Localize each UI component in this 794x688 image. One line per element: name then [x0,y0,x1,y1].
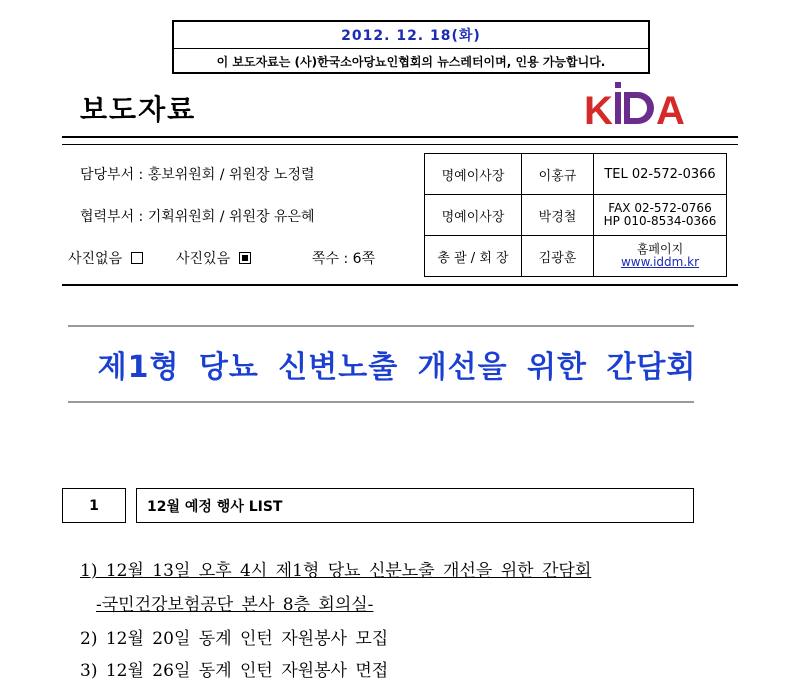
contact-hp: HP 010-8534-0366 [603,214,717,228]
list-item: 3) 12월 26일 동계 인턴 자원봉사 면접 [80,661,389,681]
contact-fax: FAX 02-572-0766 [608,201,712,215]
department-info: 담당부서 : 홍보위원회 / 위원장 노정렬 [80,167,315,183]
info-rule [62,284,738,286]
headline-top-rule [68,325,694,327]
svg-text:A: A [656,89,685,130]
contact-homepage [594,236,727,277]
photo-none-option [68,248,143,268]
header-notice-box [172,20,650,74]
table-row [425,154,727,195]
svg-text:K: K [584,89,613,130]
document-title: 보도자료 [80,93,197,126]
photo-none-label: 사진없음 [68,251,123,267]
contact-name: 이홍규 [522,154,594,195]
cooperation-info: 협력부서 : 기획위원회 / 위원장 유은혜 [80,209,315,225]
table-row [425,195,727,236]
contact-fax-hp [594,195,727,236]
checked-checkbox-icon [239,252,251,264]
list-item: 1) 12월 13일 오후 4시 제1형 당뇨 신분노출 개선을 위한 간담회 [80,561,592,581]
contact-name: 김광훈 [522,236,594,277]
contact-table [424,153,727,277]
contact-role: 명예이사장 [425,154,522,195]
table-row [425,236,727,277]
newsletter-notice: 이 보도자료는 (사)한국소아당뇨인협회의 뉴스레터이며, 인용 가능합니다. [216,54,606,69]
list-item-location: -국민건강보험공단 본사 8층 회의실- [96,595,374,615]
page-count: 쪽수 : 6쪽 [312,251,376,267]
photo-yes-option [176,248,251,268]
release-date: 2012. 12. 18(화) [174,22,648,49]
contact-tel: TEL 02-572-0366 [594,154,727,195]
headline-bottom-rule [68,401,694,403]
header-rule [62,136,738,138]
section-title: 12월 예정 행사 LIST [136,488,694,523]
empty-checkbox-icon [131,252,143,264]
photo-yes-label: 사진있음 [176,251,231,267]
contact-role: 명예이사장 [425,195,522,236]
kidda-logo [584,78,696,130]
contact-name: 박경철 [522,195,594,236]
header-rule-thin [62,144,738,145]
list-item: 2) 12월 20일 동계 인턴 자원봉사 모집 [80,629,389,649]
section-number: 1 [62,488,126,523]
headline: 제1형 당뇨 신변노출 개선을 위한 간담회 [97,350,697,385]
homepage-label: 홈페이지 [636,242,684,256]
homepage-link[interactable]: www.iddm.kr [620,255,700,269]
contact-role: 총 괄 / 회 장 [425,236,522,277]
